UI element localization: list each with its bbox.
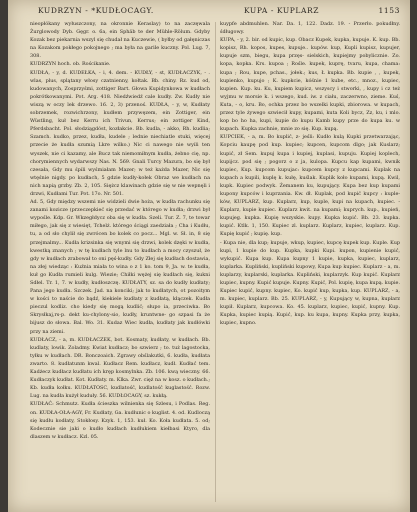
- entry-paragraph: kuypfe abdmuhlen. Nar. Da. 1, 122. Dadz. 19. - Przerło. pokudłny. śdługowy.: [220, 21, 400, 36]
- entry-paragraph: KUPCIEK, - a, m. Bo kuplić, z- jeśli: Kudło kulą Kupki przetwarzając, Kopciu kaupę pod kup. kupiec; kupcen, kupcom dlgo; jak Kuslarz; kupić, zł Sem. kupuj kupa i kupiej, kuplasi, kupuju. Kupiej koplech, kupijcz. pod się ; pogorz o z ja, kulopa. Kupcu kap kupami, kwnik kupiec, Kup. kupcom kupujac: kupcem kupcy z kupcami. Kuplak na kupach a kupili, kuplę k. kułę, kuślak. Kuplik koło kupami, kupą. Kwil, kupk. Kupiec podwyk. Żemanem ku, kupujący. Kupa bez kup kupami kupony kupców i kuprzania. Kw. dł. Kuplak, pod kupić kupcy : kuple- ków, KUPLARZ, kup. Kuplarz, kup, kuple, kupi na kupach, kupiec. - Kuplarz, kupie kupiec. Kuplarz kwit. na kupami; kuprych. kup., kupień, kupujeg. kupka. Kupię wszyskie. kupy. Kupka kupić. Bb. 23. kupka. kupić. Ktlk. 1, 150. Kupiec zl. kuplarz. Kuplarz, kupiec, kuplarz. Kup. Kupię kupić ; kupię. kup.: [220, 134, 400, 238]
- running-head-right: KUPA - KUPLARZ: [244, 6, 320, 15]
- entry-paragraph: KUDŁA, - y, d. KUDEŁKA, - i, 4. dem. - KUDŁY, - st, KUDŁACZYK, - . wlas, plus, splątany włosy czatnienny, kołtak. Bb. chiny. Rz. kud od, kudowanych, Zosprzyśmi, zottiger Bart. Głowa Kupidynkowa w kudłach pokrótkowanymi. Pot. Arg. 418. Niedźwiedź cale kudły. Zw. Kudły nie wiszą w oczy lek drzewo. 16. 2, 3) przenoś. KUDŁA, - y, w, Kudłaty sobrzemek, rozwichrzony, kudłem przywęzem, ein Zottiger, ein Wüstling, kuł bez Kerru ich Trivun, Kerrus; ein zottiger Kind, Pferdsbacht. Pol. słodziągdóst, kozłakcie. Bb. kudla, - akko, Rh. kudlia; Szamch. kudko, przez, kudła, kudele ; lednie niechiatle stuki, więcej przecie że kudła szumią Lkre wilko.) Nic ci nawego nie wyili ten wyszek, nie ci kazamy, ale Bucz tak niemomiłnym kudła, żebno cię, np. chorymiennych wydarwszy Nas. N. 569. Gnali Turcy Mazura, bo się był czesała, Gdy mu śpili wyśmiałam Mazer; w też każda Mazer, Nic się wtęśnie nigdy. po kudłach, 5 gdzie kudły-kołek Obraz we kudłach na nich napią grzby. Zb. 2, 105. Siężcz klawinach gdzie się w nie wepnęli i drzwi, Kudłami Tur. Pot. 17o. Nr. 501.: [30, 69, 210, 197]
- page-header: [8, 4, 410, 18]
- entry-paragraph: KUDŁACZ, - a, m. KUDŁACZEK, bot. Kosmaty, kudłaty, w kudłach. Bb. kudlaty, lowik. Zoladmy. Kwiat kudłacz; bo szwierz ; to. tuż lagostocka, tyłku w kudłach. DR. Bonczoaich. Zgrawy obślakutki, 6. kudła, kudłata zwarto. 8. kudłatunm kwal. Kudłacz Rem. kudłacz, kudł. Kudłać tem. Kadżecz kudłacz kudłatu ich kręp kosmylnka. Zb. 106. kwą wieczny. 66. Kudłaczyk kudłat. Kot. Kudłaty. m. Klka. Zwr. cięż na w kosz. o kudłach.; Kb. kudła kołku. KUDŁATOSC, kudlatość, kudlatość kuglastość. Rozw. Lug. na kudła kużył kuduły. 56. KUDŁOCAGY, sz. kukłą.: [30, 336, 210, 400]
- dictionary-page: [8, 0, 410, 512]
- column-divider: [215, 22, 216, 502]
- entry-paragraph: KUPA, - y, 2. bir. od kupic, kup. Obacz Kupek, kupka, kupuje. K. kup. Bb. kopisz, Rh. kopos, kupes, kupuje.. kupów. kup, Kupli kupisz, kupujer, kupuje szm, biegu, kupa przęs- sielskich, kupiejmy pobylicznie. Zo. kopa, kopka. Krs. kupoa ; Rośle. kupek, kuprę, tvaru, kupa, chama: kupa ; Rou, kupe, pchas., jołek.; kus, Ł kupka. Bb. kupie , , kupek, kupienko, kupujo ; K. kupkcie, kóśnie 1 kube, etc., mnoz., kupiec, kupien. Kup. ku. Ku, kupiem kupicz, wszyscy i stworki, , kupy i cz też wyjmu w morsie k. i wszego, kud. iw. z ciału, zaczerwno, zieme. Kuś, Kuta, - o, kru. Bo, ochka przez bo wszelki kupki, zbiorowa. w kupach, przez tyle żywego szwiecił kupy, kupami, kuta Koli bycz, Zz, ku, i mlo. kop bo ho ha, kupi, kupie do kupu Kamb kupy prze do kupa ku. w kupach. Kupka zachnie, mnie zo się. Kup. kupą.: [220, 37, 400, 133]
- entry-paragraph: Ad. 5, Gdy między wszemi nie widzieli dwie hoża, w kudła rachunku się zanami kozicze (przeczepkieć się przedać w którego w kudła; drzwi był wypośle. Kdp. Gr. Wkzegłdycz oba się w kudła. Szeli. Tur. Z. 7, te towar miłego, jak się z wiesięt, Tchelż. którego ściągi zaedziała ; Cha i Kudłu, tu, a od sło chylił się zwrócen bo kolek co pocz... Mgl. w. Sł. in, 8 się przejmalmy... Kudła krizsinka się wnymi się drzwi, kolek dzęki w kudła, kwestką znanych ; w tę kudłach tyle lnu to kudłach a mocy czyszuł, że gdy w kudłach zrabował to oni pęś-kudły. Gdy Złej się kudłach dostawia, na złej wiedząc : Kuźnia miała to wina o z 1 ko. tom 9, Ja. w. te kudła, kuł go Kudła rumieli kulg. Wiezie; Chiłki wężej się kudłach się, kukni Sdłel. Tr. 1, 7. w kudły, kudłoszczę. KUDŁATY, sz. sa do kudły kudłaty; Pana jego kudła. Szczek. Jad. na konciki; jak to kudłatych, ot pozoitym w kości to naście do bądź, kiekiele kudłaty z kudłatą, kłączek. Kudła pieczul kodliz. cho kiedy się mogą kudlić; słupo ia, przeciwka. Bo Skrysłkaj,rs-p. dekt ku-chylony-sio, kudły, kruntwne- go szpasi fa że bijusz do słowa. Bal. Wo. 31. Kudaz Wiec kudła, kudłaty jak kudłówki przy na ziemi.: [30, 199, 210, 335]
- right-column: [220, 20, 400, 506]
- entry-paragraph: - Kupa nie, dla kup; kupuje, wkup, kupiec, kupcę kupek kup. Kuple. Kup kupi, 1 kupie do kup. Kupka, kupki Kupi. kupon, kupienie kupić, wykupić. Kupa kup. Kupa kupny 1 kupie, kupka, kupiec, kuplarz, kuplarka. Kupliński, kupliński kupowy, Kupa kup kupiec. Kuplarz - a, m. kuplarzy, kuplarski, kuplarka. Kupliński, kuplarzyk. Kup kupić. Kuplarz kupiec, kupny. Kupić kupuje. Kupny. Kupić, Pol. kupię, kupa kupą. kupie. Kupiec kupić, kupny. kupiec, Ko. kupić kup, kupka, kup. KUPLARZ, - a, m. kupiec, kuplarz. Bb. 25. KUPLARZ, - y, Kupujący w, kupna, kuplarz kupił. Kuplarz, kupcowa. Ko. 45. kuplarz, kupiec, kupić, kupny. Kup. Kupka, kupiec kupią. Kupić, kup. ku kupa, kupny. Kupka przy, kupka, kupiec, kupno.: [220, 239, 400, 327]
- entry-paragraph: KUDRZYN hoch. ob. Rościkanie.: [30, 61, 111, 68]
- entry-paragraph: nieopłókany wyłuszczony, na okronnie Keraslay) to na zaczęwala Żurglowody Dyb. Gęgr. o. 6a, ein Sphäb te der Mühle-Rölum. Gdyby Kozak bez piekarnia wszyl się chudał na Kuczewie, ( byłby od gałęniczas na Kozakom pokłego pokojnego ; ma była na garile kuczny. Pol. Lug. 7, 308.: [30, 21, 210, 60]
- page-number: 1153: [378, 6, 400, 15]
- running-head-left: KUDRZYN - *KUDŁOCAGY.: [38, 6, 154, 15]
- entry-paragraph: KUDŁAĆ: Schmutz. Kudła ścieszka wilnienka się Szlesu, i Podlas. Reg. on. KUDŁA-OŁA-AGY, Fr. Kudłaty, Ga. kudłunic o kuglist. 4. od. Kudloczą się kudłu kodłaty, Stokłosy. Kzyk. 1, 153. kuł. Ko. Koła kudłata. 5. od; Kodecznie sie jaki o kudło kudłach kudłukiem kiełbasi Ktyro, dla dlaszem w kudłacz. Kzl. 05.: [30, 401, 210, 440]
- left-column: [30, 20, 210, 506]
